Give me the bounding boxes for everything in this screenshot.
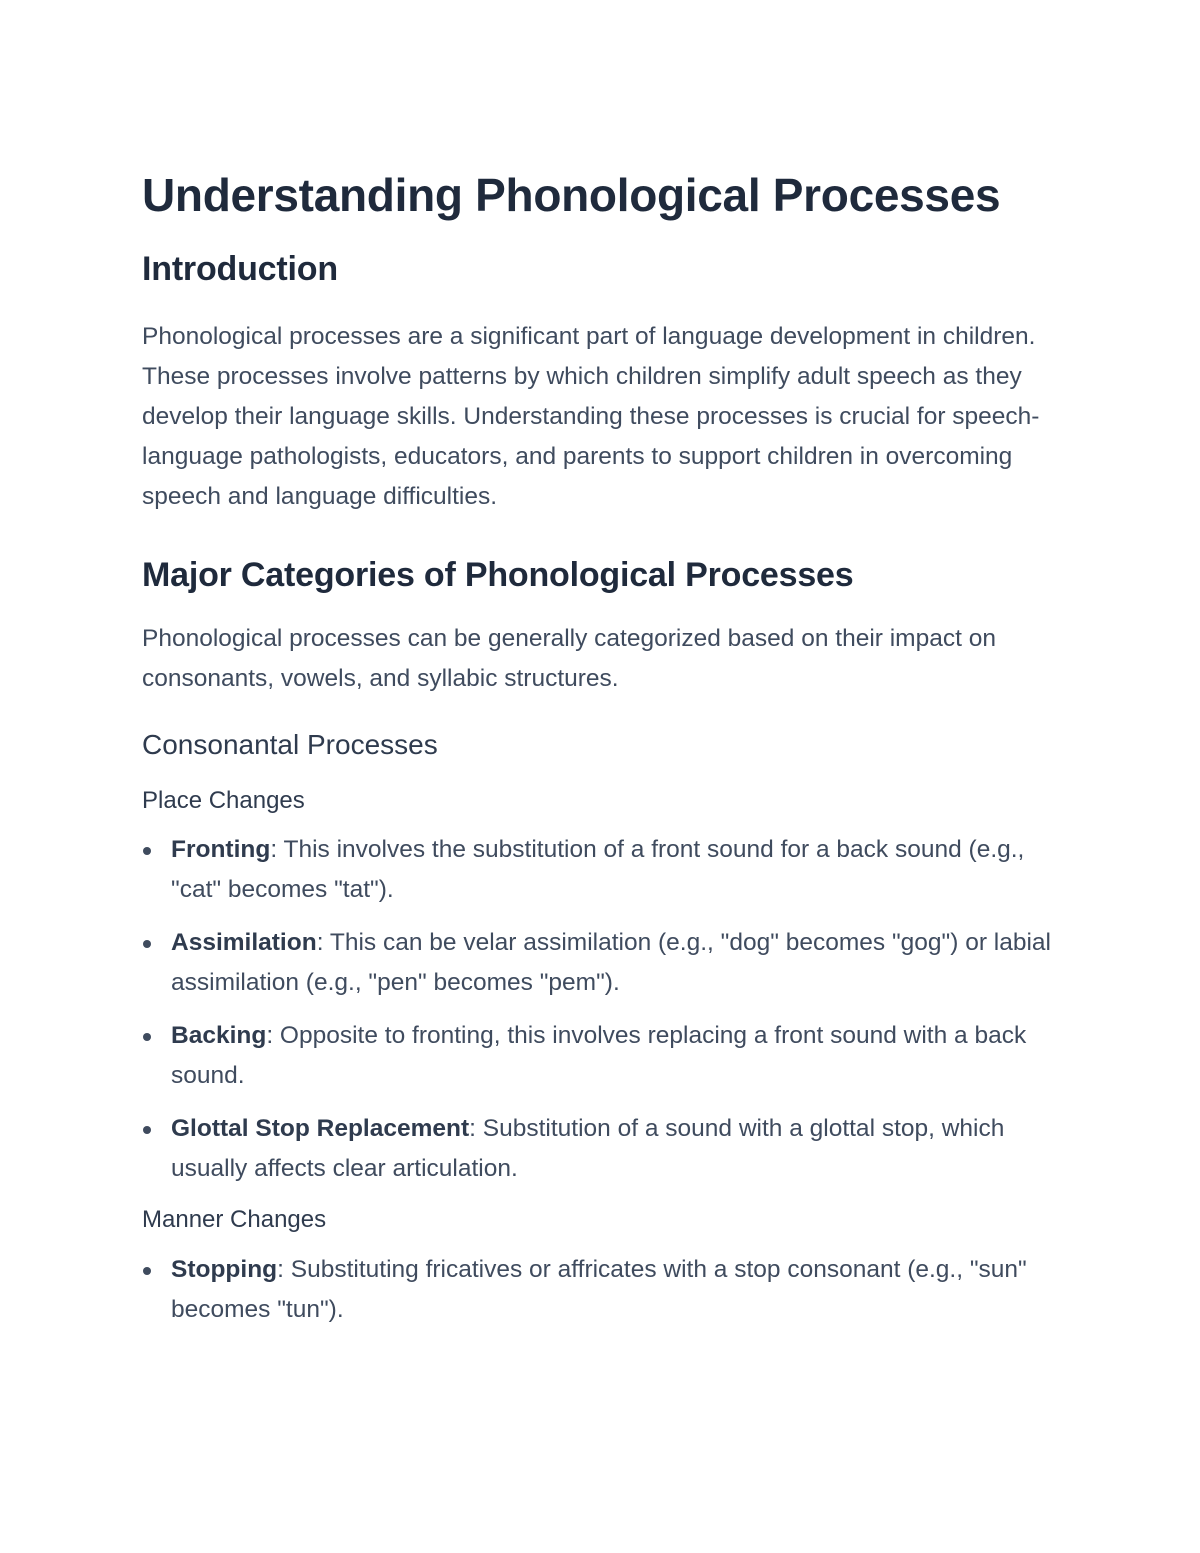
place-changes-list: [142, 830, 1060, 1189]
list-item-backing: [142, 1016, 1061, 1096]
bullet-icon: [143, 1033, 151, 1041]
section-heading-introduction: Introduction: [142, 250, 338, 288]
list-item-glottal-stop-replacement: [142, 1109, 1061, 1189]
subsection-heading-consonantal: Consonantal Processes: [142, 729, 438, 760]
list-item-term: Glottal Stop Replacement: [171, 1115, 470, 1142]
list-item-term: Stopping: [171, 1256, 278, 1283]
major-categories-paragraph: Phonological processes can be generally categorized based on their impact on consonants, vowels, and syllabic structures.: [142, 625, 996, 692]
page-title: Understanding Phonological Processes: [142, 169, 1001, 221]
list-item-fronting: [142, 830, 1061, 910]
list-item-term: Fronting: [171, 836, 271, 863]
subsubsection-heading-manner-changes: Manner Changes: [142, 1206, 327, 1233]
list-item-assimilation: [142, 923, 1061, 1003]
bullet-icon: [143, 940, 151, 948]
list-item-text: : This involves the substitution of a front sound for a back sound (e.g., "cat" becomes "tat").: [171, 836, 1025, 903]
list-item-text: : Substitution of a sound with a glottal stop, which usually affects clear articulation.: [171, 1115, 1005, 1182]
list-item-term: Assimilation: [171, 929, 317, 956]
bullet-icon: [143, 847, 151, 855]
manner-changes-list: [142, 1250, 1060, 1330]
bullet-icon: [143, 1267, 151, 1275]
bullet-icon: [143, 1126, 151, 1134]
list-item-text: : Substituting fricatives or affricates with a stop consonant (e.g., "sun" becomes "tun").: [171, 1256, 1027, 1323]
list-item-text: : This can be velar assimilation (e.g., "dog" becomes "gog") or labial assimilation (e.g., "pen" becomes "pem").: [171, 929, 1051, 996]
introduction-paragraph: Phonological processes are a significant part of language development in children. These processes involve patterns by which children simplify adult speech as they develop their language skills. Understanding these processes is crucial for speech-language pathologists, educators, and parents to support children in overcoming speech and language difficulties.: [142, 323, 1040, 510]
section-heading-major-categories: Major Categories of Phonological Processes: [142, 556, 854, 594]
list-item-text: : Opposite to fronting, this involves replacing a front sound with a back sound.: [171, 1022, 1027, 1089]
list-item-stopping: [142, 1250, 1061, 1330]
subsubsection-heading-place-changes: Place Changes: [142, 787, 305, 814]
list-item-term: Backing: [171, 1022, 267, 1049]
